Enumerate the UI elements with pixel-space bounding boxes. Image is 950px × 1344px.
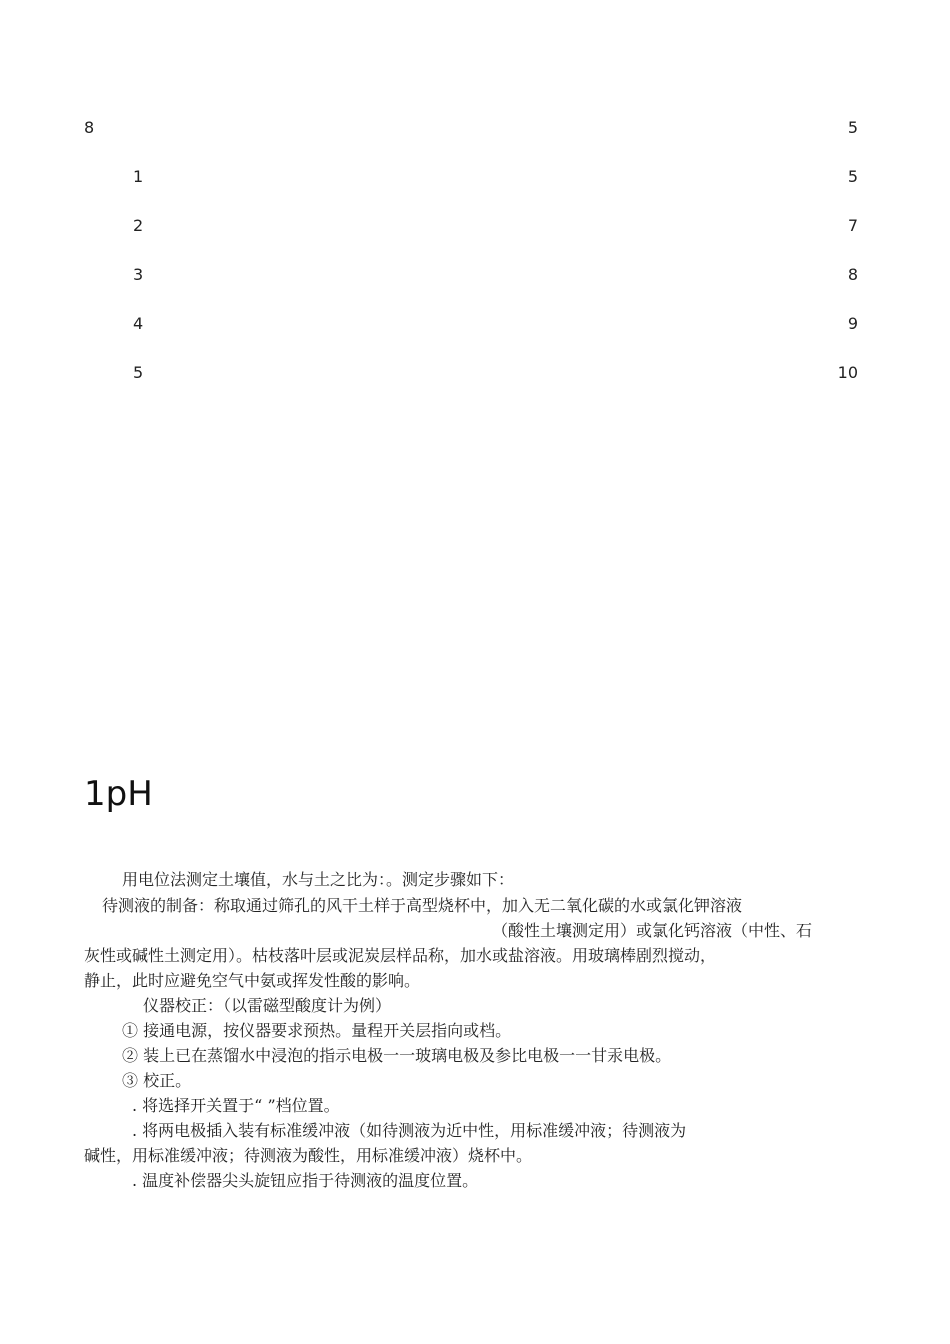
body-line: 碱性，用标准缓冲液；待测液为酸性，用标准缓冲液）烧杯中。 — [84, 1146, 533, 1165]
toc-item-number: 3 — [133, 265, 144, 284]
toc-item-number: 4 — [133, 314, 144, 333]
toc-item-page: 7 — [847, 216, 858, 235]
body-line: （酸性土壤测定用）或氯化钙溶液（中性、石 — [492, 921, 813, 940]
body-line: . 温度补偿器尖头旋钮应指于待测液的温度位置。 — [132, 1171, 479, 1190]
toc-item-page: 5 — [847, 167, 858, 186]
toc-main-number: 8 — [84, 118, 95, 137]
body-line: ② 装上已在蒸馏水中浸泡的指示电极一一玻璃电极及参比电极一一甘汞电极。 — [122, 1046, 672, 1065]
toc-item-number: 1 — [133, 167, 144, 186]
toc-item-number: 2 — [133, 216, 144, 235]
body-line: 待测液的制备：称取通过筛孔的风干土样于高型烧杯中，加入无二氧化碳的水或氯化钾溶液 — [102, 896, 743, 915]
body-line: 静止，此时应避免空气中氨或挥发性酸的影响。 — [84, 971, 421, 990]
body-line: 用电位法测定土壤值，水与土之比为：。测定步骤如下： — [122, 870, 515, 889]
body-line: . 将选择开关置于“ ”档位置。 — [132, 1096, 340, 1115]
body-line: ③ 校正。 — [122, 1071, 192, 1090]
toc-item-number: 5 — [133, 363, 144, 382]
toc-main-page: 5 — [847, 118, 858, 137]
body-line: 仪器校正：（以雷磁型酸度计为例） — [143, 996, 392, 1015]
toc-item-page: 8 — [847, 265, 858, 284]
body-line: 灰性或碱性土测定用）。枯枝落叶层或泥炭层样品称，加水或盐溶液。用玻璃棒剧烈搅动， — [84, 946, 717, 965]
toc-item-page: 9 — [847, 314, 858, 333]
section-heading: 1pH — [84, 774, 153, 814]
body-line: . 将两电极插入装有标准缓冲液（如待测液为近中性，用标准缓冲液；待测液为 — [132, 1121, 687, 1140]
toc-item-page: 10 — [837, 363, 858, 382]
body-line: ① 接通电源，按仪器要求预热。量程开关层指向或档。 — [122, 1021, 512, 1040]
